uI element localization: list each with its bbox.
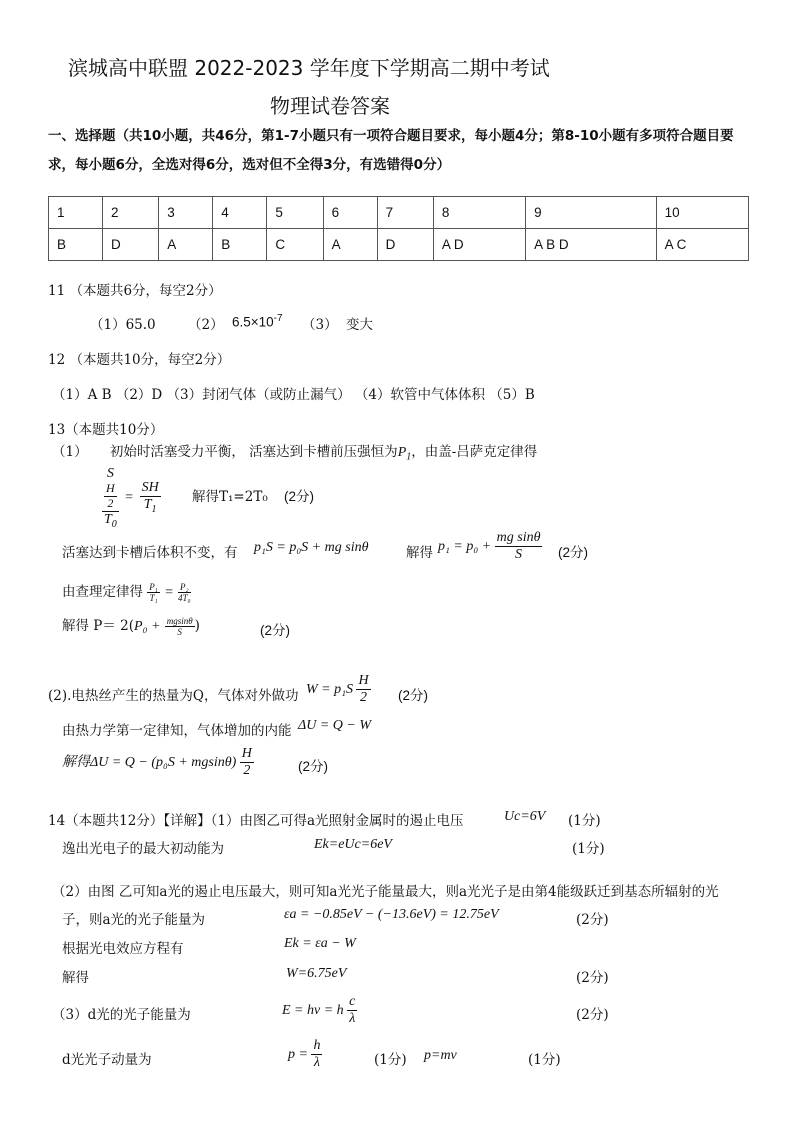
q13-eq1-two: 2	[107, 495, 114, 510]
q13-charles-lden: T₁	[149, 593, 158, 603]
q13-solve-dU-num: H	[240, 746, 254, 763]
q14-mom-text: d光光子动量为	[62, 1052, 152, 1068]
q14-mom-den: λ	[313, 1055, 320, 1071]
q14-score7: (1分)	[528, 1052, 561, 1068]
q13-part2-eq	[306, 673, 371, 706]
table-cell: 7	[377, 197, 433, 229]
q13-solveP-num: mgsinθ	[166, 615, 193, 626]
table-cell: C	[267, 229, 323, 261]
q13-score4: (2分)	[398, 688, 428, 703]
q13-solve-dU-den: 2	[243, 763, 251, 779]
table-cell: 10	[656, 197, 748, 229]
q14-score3: (2分)	[576, 912, 609, 928]
table-cell: 6	[323, 197, 377, 229]
q14-einstein: 根据光电效应方程有	[62, 941, 184, 957]
q13-eq1-left-num	[102, 466, 119, 512]
q13-charles-left-fraction	[147, 582, 160, 604]
q13-charles-lnum: P₁	[149, 581, 158, 592]
q13-part1-label: （1）	[52, 444, 88, 460]
q13-part2-eq-left: W = p₁S	[306, 681, 353, 697]
table-cell: A B D	[526, 229, 657, 261]
q12-heading: 12 （本题共10分，每空2分）	[48, 352, 231, 368]
q13-eq1-left-fraction	[102, 466, 119, 530]
q14-score2: (1分)	[572, 841, 605, 857]
table-cell: 4	[213, 197, 267, 229]
q11-heading: 11 （本题共6分，每空2分）	[48, 283, 222, 299]
q13-solveP-den: S	[177, 627, 182, 637]
q14-p3-den: λ	[349, 1011, 356, 1027]
q13-part2-text: 电热丝产生的热量为Q，气体对外做功	[71, 688, 299, 704]
q13-eq1-T1: T	[143, 497, 152, 513]
q14-mom-fraction	[311, 1038, 322, 1071]
q14-p2-line1: （2）由图 乙可知a光的遏止电压最大，则可知a光光子能量最大，则a光光子是由第4能级跃迁到基态所辐射的光	[52, 884, 719, 900]
q13-charles-rden: 4T₀	[177, 593, 191, 603]
section1-line2: 求，每小题6分，全选对得6分，选对但不全得3分，有选错得0分）	[48, 157, 451, 173]
q13-eq1-T0: T	[103, 511, 112, 527]
q13-part2-fraction	[356, 673, 370, 706]
answer-table-number-row	[49, 197, 749, 229]
q14-mom-eq2: p=mv	[424, 1048, 457, 1063]
q13-score1: (2分)	[284, 489, 314, 504]
q13-eq1-inner-fraction	[104, 482, 117, 511]
q14-score6: (1分)	[374, 1052, 407, 1068]
table-cell: 5	[267, 197, 323, 229]
q13-solve-dU	[62, 746, 254, 779]
q13-p1-sub: 1	[406, 451, 412, 463]
q14-score5: (2分)	[576, 1007, 609, 1023]
q13-charles-text: 由查理定律得	[62, 584, 143, 600]
q13-eq1	[102, 466, 161, 530]
q14-p3-fraction	[347, 994, 357, 1027]
table-cell: A C	[656, 229, 748, 261]
q14-p3-eq-left: E = hν = h	[282, 1002, 344, 1018]
q13-part2-num: (2).	[48, 688, 72, 704]
q13-charles-right-fraction	[178, 582, 191, 604]
q14-mom-eq-left: p =	[288, 1046, 308, 1062]
q11-answer-2	[232, 313, 283, 330]
q14-score4: (2分)	[576, 970, 609, 986]
q13-eq1-T0-sub: 0	[111, 518, 117, 530]
q13-line2-result	[438, 530, 542, 563]
q13-line2-frac-den: S	[515, 547, 523, 563]
q13-line2-eq: p₁S = p₀S + mg sinθ	[254, 540, 369, 555]
q13-law1-eq: ΔU = Q − W	[298, 718, 371, 733]
q13-part2-frac-den: 2	[360, 690, 368, 706]
q14-p2-eq: εa = −0.85eV − (−13.6eV) = 12.75eV	[284, 907, 499, 922]
q13-p1-var: P	[397, 445, 407, 460]
exam-subtitle: 物理试卷答案	[270, 94, 390, 118]
q14-solve-val: W=6.75eV	[286, 966, 347, 981]
table-cell: A	[323, 229, 377, 261]
q13-score2: (2分)	[558, 545, 588, 560]
table-cell: 1	[49, 197, 103, 229]
q13-part2-frac-num: H	[356, 673, 370, 690]
q13-solveP-fraction	[165, 616, 195, 638]
q13-solve-dU-fraction	[240, 746, 254, 779]
q14-mom-num: h	[311, 1038, 322, 1055]
section1-line1: 一、选择题（共10小题，共46分，第1-7小题只有一项符合题目要求，每小题4分；第8-10小题有多项符合题目要	[48, 128, 734, 144]
table-cell: 8	[433, 197, 525, 229]
q13-solveP-close: )	[194, 618, 200, 634]
q13-solve1: 解得T₁=2T₀	[192, 489, 268, 505]
q13-part1-desc: 初始时活塞受力平衡， 活塞达到卡槽前压强恒为	[109, 444, 398, 460]
q13-eq1-right-den	[140, 497, 161, 515]
table-cell: B	[49, 229, 103, 261]
q13-eq1-SH: SH	[140, 480, 161, 497]
q13-line2-result-left: p₁ = p₀ +	[438, 538, 492, 554]
exam-title: 滨城高中联盟 2022-2023 学年度下学期高二期中考试	[68, 56, 550, 80]
q14-p3-eq	[282, 994, 357, 1027]
table-cell: A	[159, 229, 213, 261]
q13-solveP-text: 解得 P＝ 2(	[62, 618, 135, 634]
q13-eq1-S: S	[106, 466, 114, 481]
q13-part1-tail: ，由盖-吕萨克定律得	[411, 444, 538, 460]
q14-p2-line2: 子，则a光的光子能量为	[62, 912, 206, 928]
q13-charles	[62, 580, 191, 603]
table-cell: D	[103, 229, 159, 261]
q14-ek-text: 逸出光电子的最大初动能为	[62, 841, 224, 857]
q11-answer-3-label: （3）	[302, 317, 338, 333]
q14-heading: 14（本题共12分）【详解】（1）由图乙可得a光照射金属时的遏止电压	[48, 813, 464, 829]
q13-part1-text	[52, 440, 537, 463]
q13-charles-equals: =	[164, 585, 174, 600]
q14-ek-eq: Ek=eUc=6eV	[314, 837, 392, 852]
q14-score1: (1分)	[568, 813, 601, 829]
q13-line2-fraction	[495, 530, 543, 563]
answer-table-answer-row	[49, 229, 749, 261]
q13-part2-label	[48, 684, 299, 704]
q13-eq1-left-den	[102, 512, 119, 530]
q11-answer-3: 变大	[346, 317, 373, 333]
table-cell: D	[377, 229, 433, 261]
q13-score5: (2分)	[298, 759, 328, 774]
q11-answer-2-label: （2）	[188, 317, 224, 333]
q14-solve: 解得	[62, 970, 89, 986]
q13-solve-dU-left: 解得ΔU = Q − (p₀S + mgsinθ)	[62, 754, 237, 770]
q13-solveP-p0: P₀ +	[134, 619, 161, 634]
q14-p3-text: （3）d光的光子能量为	[52, 1007, 191, 1023]
q13-eq1-T1-sub: 1	[151, 504, 157, 516]
q14-einstein-eq: Ek = εa − W	[284, 936, 356, 951]
q11-answer-1: （1）65.0	[90, 317, 156, 333]
q13-charles-rnum: P₂	[179, 581, 189, 592]
q14-p3-num: c	[347, 994, 357, 1011]
q13-eq1-equals: =	[125, 490, 134, 506]
q13-heading: 13（本题共10分）	[48, 422, 164, 438]
table-cell: 2	[103, 197, 159, 229]
q13-line2-frac-num: mg sinθ	[495, 530, 543, 547]
q14-uc: Uc=6V	[504, 809, 546, 824]
q11-answer-2-exponent: -7	[273, 313, 283, 324]
q13-eq1-right-fraction	[140, 480, 161, 515]
table-cell: 9	[526, 197, 657, 229]
table-cell: 3	[159, 197, 213, 229]
q14-mom-eq	[288, 1038, 322, 1071]
table-cell: A D	[433, 229, 525, 261]
q13-line2-text: 活塞达到卡槽后体积不变，有	[62, 545, 238, 561]
q13-solveP	[62, 614, 200, 637]
answer-table	[48, 196, 749, 261]
table-cell: B	[213, 229, 267, 261]
q13-line2-solve: 解得	[406, 545, 433, 561]
q11-answer-2-base: 6.5×10	[232, 314, 274, 330]
q13-score3: (2分)	[260, 623, 290, 638]
q13-eq1-H: H	[106, 481, 115, 496]
q13-law1: 由热力学第一定律知，气体增加的内能	[62, 723, 292, 739]
q12-answers: （1）A B （2）D （3）封闭气体（或防止漏气） （4）软管中气体体积 （5）B	[52, 387, 535, 403]
